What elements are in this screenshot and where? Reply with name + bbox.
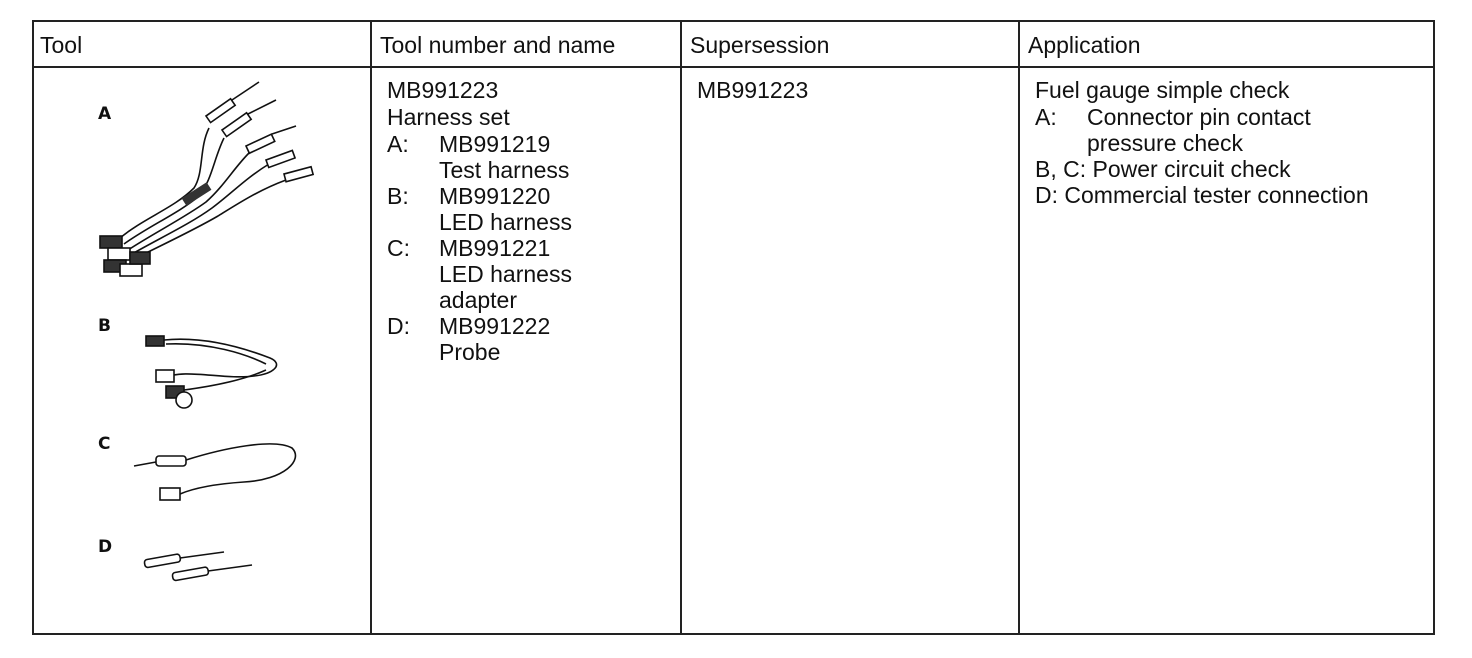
- led-harness-illustration: [146, 336, 277, 408]
- header-supersession: Supersession: [681, 21, 1019, 67]
- led-harness-adapter-illustration: [134, 444, 295, 500]
- test-harness-illustration: [100, 82, 313, 276]
- tool-row: [33, 67, 1434, 634]
- application-cell: [1019, 67, 1434, 634]
- tool-item-c: [387, 235, 680, 313]
- header-application: Application: [1019, 21, 1434, 67]
- tool-label-c: C: [98, 434, 111, 454]
- application-item-d: D: Commercial tester connection: [1035, 182, 1369, 208]
- tool-item-d-desc: Probe: [439, 339, 501, 365]
- supersession-cell: [681, 67, 1019, 634]
- supersession-value: MB991223: [697, 77, 809, 103]
- application-item-a-label: A:: [1035, 104, 1057, 130]
- header-tool: Tool: [33, 21, 371, 67]
- application-title: Fuel gauge simple check: [1035, 77, 1290, 103]
- tool-item-c-desc-2: adapter: [439, 287, 518, 313]
- tool-number: MB991223: [387, 77, 499, 103]
- tool-item-c-desc-1: LED harness: [439, 261, 572, 287]
- tool-item-b-label: B:: [387, 183, 409, 209]
- tool-label-b: B: [98, 316, 111, 336]
- tool-illustrations: [34, 68, 370, 635]
- tool-item-d-number: MB991222: [439, 313, 551, 339]
- application-item-a-line2: pressure check: [1087, 130, 1243, 156]
- header-tool-number-name: Tool number and name: [371, 21, 681, 67]
- header-row: [33, 21, 1434, 67]
- tool-item-b-number: MB991220: [439, 183, 551, 209]
- tool-item-b: [387, 183, 680, 235]
- application-item-a: [1035, 104, 1433, 156]
- tool-item-c-label: C:: [387, 235, 410, 261]
- tool-images-cell: [33, 67, 371, 634]
- tool-item-d-label: D:: [387, 313, 410, 339]
- application-item-a-line1: Connector pin contact: [1087, 104, 1311, 130]
- tool-item-d: [387, 313, 680, 365]
- tool-number-name-cell: [371, 67, 681, 634]
- tool-item-a-label: A:: [387, 131, 409, 157]
- tool-item-a-desc: Test harness: [439, 157, 570, 183]
- tool-item-a: [387, 131, 680, 183]
- tool-item-c-number: MB991221: [439, 235, 551, 261]
- tool-item-b-desc: LED harness: [439, 209, 572, 235]
- tool-label-a: A: [98, 104, 112, 124]
- probe-illustration: [144, 552, 252, 581]
- tool-name: Harness set: [387, 104, 510, 130]
- special-tools-table: [32, 20, 1435, 635]
- tool-item-a-number: MB991219: [439, 131, 551, 157]
- tool-label-d: D: [98, 537, 113, 557]
- application-item-bc: B, C: Power circuit check: [1035, 156, 1291, 182]
